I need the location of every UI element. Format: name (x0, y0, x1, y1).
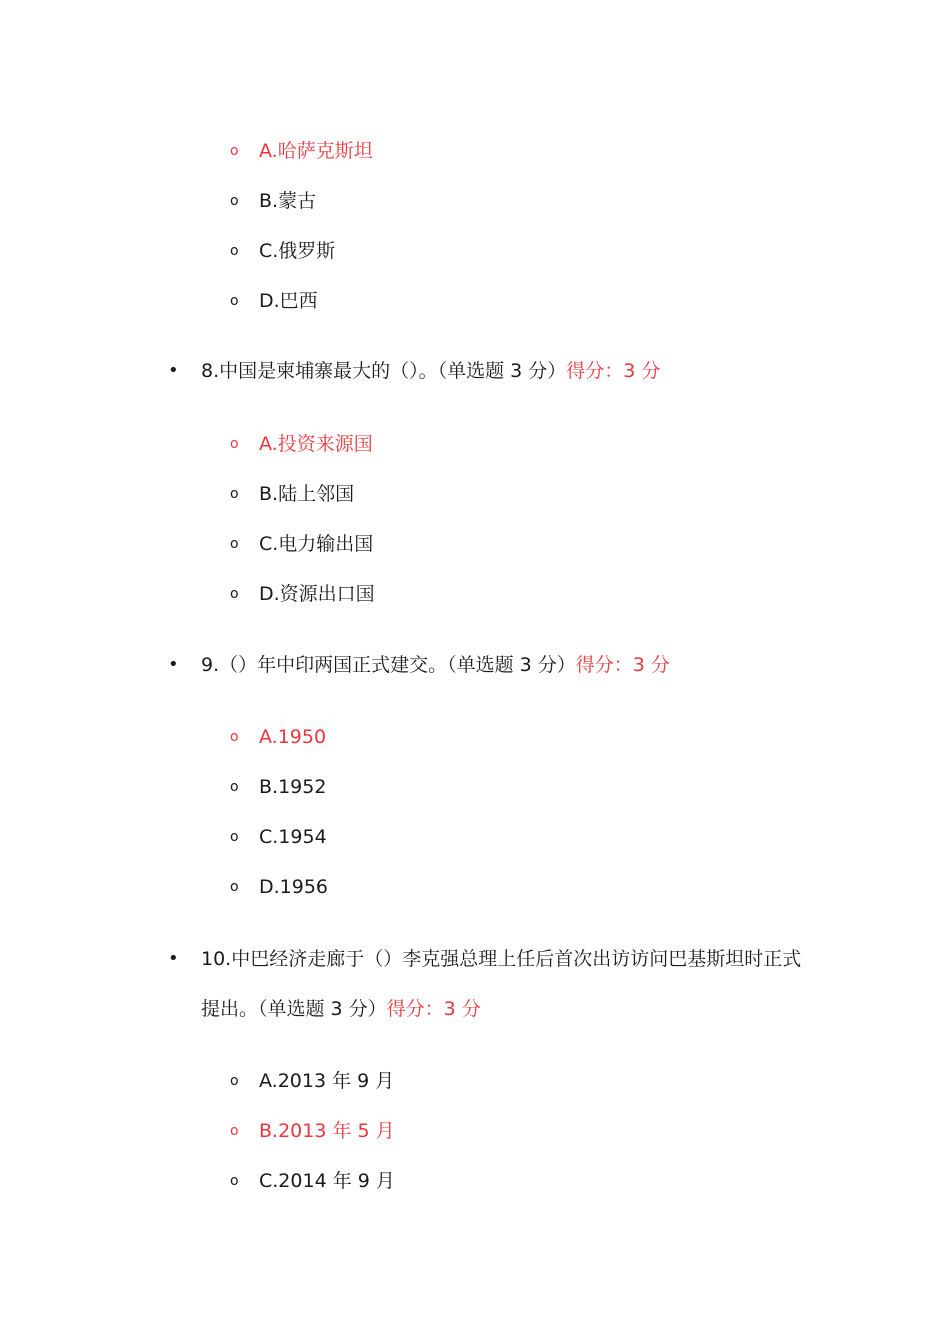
option-bullet: o (230, 829, 239, 845)
score-label: 得分：3 分 (575, 654, 670, 676)
q8-option-c (230, 529, 373, 559)
option-text: B.蒙古 (259, 190, 317, 212)
option-bullet: o (230, 143, 239, 159)
option-bullet: o (230, 436, 239, 452)
option-bullet: o (230, 293, 239, 309)
q10-option-c (230, 1166, 395, 1196)
score-label: 得分：3 分 (566, 360, 661, 382)
question-stem: 8.中国是柬埔寨最大的（）。（单选题 3 分） (201, 360, 567, 382)
question-stem: 9.（）年中印两国正式建交。（单选题 3 分） (201, 654, 576, 676)
q9-option-c (230, 822, 327, 852)
q10-option-b (230, 1116, 395, 1146)
option-text: B.陆上邻国 (259, 483, 355, 505)
option-text: B.1952 (259, 776, 327, 798)
option-text: C.2014 年 9 月 (259, 1170, 395, 1192)
q9-option-b (230, 772, 326, 802)
option-bullet: o (230, 1073, 239, 1089)
option-bullet: o (230, 1173, 239, 1189)
question-bullet: • (168, 654, 179, 675)
option-bullet: o (230, 486, 239, 502)
question-text (201, 346, 808, 396)
q7-option-d (230, 286, 318, 316)
q8-option-d (230, 579, 375, 609)
question-bullet: • (168, 948, 179, 969)
option-text: D.巴西 (259, 290, 318, 312)
option-text: C.俄罗斯 (259, 240, 336, 262)
q9-option-a (230, 722, 326, 752)
option-bullet: o (230, 779, 239, 795)
option-text: C.电力输出国 (259, 533, 374, 555)
q8-option-b (230, 479, 354, 509)
q7-option-a (230, 136, 373, 166)
q9-option-d (230, 872, 328, 902)
option-text: A.投资来源国 (259, 433, 373, 455)
option-text: D.1956 (259, 876, 329, 898)
option-text: A.哈萨克斯坦 (259, 140, 373, 162)
option-bullet: o (230, 536, 239, 552)
question-bullet: • (168, 360, 179, 381)
q10-option-a (230, 1066, 394, 1096)
question-text (201, 640, 808, 690)
option-bullet: o (230, 1123, 239, 1139)
q7-option-b (230, 186, 316, 216)
question-9 (168, 640, 808, 690)
option-text: B.2013 年 5 月 (259, 1120, 395, 1142)
option-bullet: o (230, 879, 239, 895)
question-10 (168, 934, 808, 1034)
question-stem: 10.中巴经济走廊于（）李克强总理上任后首次出访访问巴基斯坦时正式提出。（单选题 3 分） (201, 948, 802, 1020)
option-bullet: o (230, 586, 239, 602)
question-text (201, 934, 808, 1034)
option-text: A.1950 (259, 726, 327, 748)
option-text: A.2013 年 9 月 (259, 1070, 395, 1092)
q8-option-a (230, 429, 373, 459)
option-bullet: o (230, 243, 239, 259)
option-text: C.1954 (259, 826, 327, 848)
question-8 (168, 346, 808, 396)
q7-option-c (230, 236, 335, 266)
option-bullet: o (230, 729, 239, 745)
option-bullet: o (230, 193, 239, 209)
score-label: 得分：3 分 (386, 998, 481, 1020)
option-text: D.资源出口国 (259, 583, 375, 605)
